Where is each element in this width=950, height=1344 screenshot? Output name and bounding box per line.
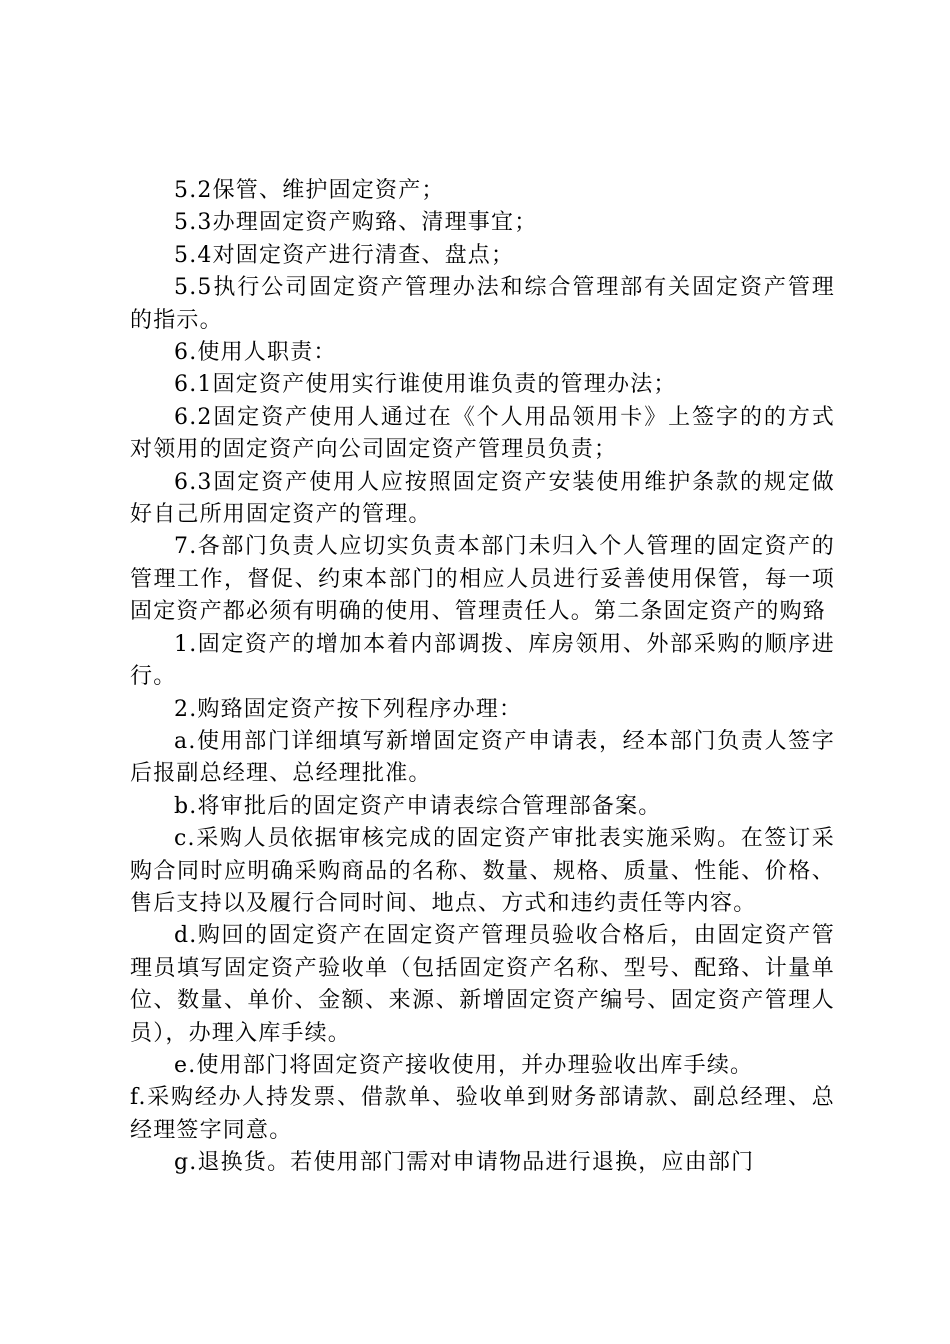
paragraph: 6.使用人职责：	[174, 340, 337, 366]
paragraph: 5.4对固定资产进行清查、盘点；	[174, 242, 515, 268]
paragraph: 5.2保管、维护固定资产；	[174, 178, 445, 203]
paragraph: c.采购人员依据审核完成的固定资产审批表实施采购。在签订采购合同时应明确采购商品的名称、数量、规格、质量、性能、价格、售后支持以及履行合同时间、地点、方式和违约责任等内容。	[130, 826, 835, 916]
paragraph: g.退换货。若使用部门需对申请物品进行退换，应由部门	[174, 1150, 755, 1176]
paragraph: e.使用部门将固定资产接收使用，并办理验收出库手续。	[174, 1052, 754, 1078]
paragraph: 5.3办理固定资产购臵、清理事宜；	[174, 210, 538, 236]
paragraph: 7.各部门负责人应切实负责本部门未归入个人管理的固定资产的管理工作，督促、约束本部门的相应人员进行妥善使用保管，每一项固定资产都必须有明确的使用、管理责任人。第二条固定资产的购臵	[130, 534, 835, 625]
paragraph: 6.3固定资产使用人应按照固定资产安装使用维护条款的规定做好自己所用固定资产的管理。	[130, 469, 835, 528]
paragraph: 1.固定资产的增加本着内部调拨、库房领用、外部采购的顺序进行。	[130, 631, 835, 690]
paragraph: 5.5执行公司固定资产管理办法和综合管理部有关固定资产管理的指示。	[130, 275, 835, 333]
paragraph: 2.购臵固定资产按下列程序办理：	[174, 696, 523, 722]
paragraph: 6.2固定资产使用人通过在《个人用品领用卡》上签字的的方式对领用的固定资产向公司固定资产管理员负责；	[130, 404, 835, 463]
document-body	[130, 175, 835, 1180]
paragraph: a.使用部门详细填写新增固定资产申请表，经本部门负责人签字后报副总经理、总经理批准。	[130, 728, 835, 787]
paragraph: 6.1固定资产使用实行谁使用谁负责的管理办法；	[174, 372, 677, 398]
paragraph: f.采购经办人持发票、借款单、验收单到财务部请款、副总经理、总经理签字同意。	[130, 1085, 835, 1143]
paragraph: d.购回的固定资产在固定资产管理员验收合格后，由固定资产管理员填写固定资产验收单（包括固定资产名称、型号、配臵、计量单位、数量、单价、金额、来源、新增固定资产编号、固定资产管理人员），办理入库手续。	[130, 923, 835, 1046]
paragraph: b.将审批后的固定资产申请表综合管理部备案。	[174, 793, 662, 819]
